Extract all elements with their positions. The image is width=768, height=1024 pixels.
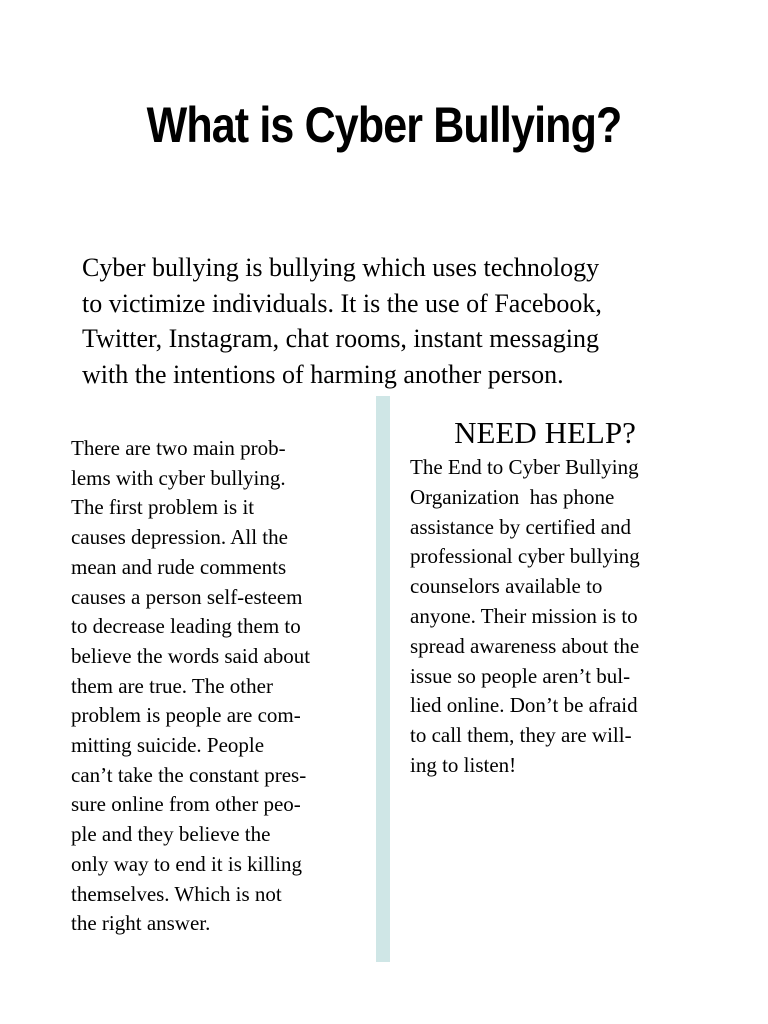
help-line: The End to Cyber Bullying bbox=[410, 455, 639, 479]
help-line: issue so people aren’t bul- bbox=[410, 663, 631, 688]
intro-line: Cyber bullying is bullying which uses technology bbox=[82, 253, 600, 282]
problems-line: There are two main prob- bbox=[71, 436, 286, 460]
help-line: to call them, they are will- bbox=[410, 723, 632, 748]
problems-line: mitting suicide. People bbox=[71, 733, 265, 758]
help-line: spread awareness about the bbox=[410, 633, 640, 658]
intro-line: with the intentions of harming another person. bbox=[82, 359, 564, 389]
problems-line: lems with cyber bullying. bbox=[71, 465, 286, 490]
problems-line: themselves. Which is not bbox=[71, 881, 282, 906]
problems-line: to decrease leading them to bbox=[71, 614, 301, 639]
help-line: assistance by certified and bbox=[410, 514, 631, 539]
problems-line: problem is people are com- bbox=[71, 703, 301, 728]
help-line: Organization has phone bbox=[410, 484, 615, 509]
problems-line: them are true. The other bbox=[71, 673, 273, 698]
column-divider bbox=[376, 396, 390, 962]
problems-line: causes a person self-esteem bbox=[71, 584, 303, 609]
intro-line: Twitter, Instagram, chat rooms, instant messaging bbox=[82, 324, 600, 353]
help-paragraph bbox=[410, 453, 710, 781]
page-title: What is Cyber Bullying? bbox=[146, 97, 622, 153]
problems-line: ple and they believe the bbox=[71, 822, 271, 847]
problems-paragraph bbox=[71, 434, 371, 939]
problems-line: can’t take the constant pres- bbox=[71, 762, 307, 787]
problems-line: only way to end it is killing bbox=[71, 851, 302, 876]
intro-line: to victimize individuals. It is the use of Facebook, bbox=[82, 288, 602, 318]
problems-line: the right answer. bbox=[71, 911, 211, 936]
problems-line: mean and rude comments bbox=[71, 554, 287, 579]
problems-line: believe the words said about bbox=[71, 643, 311, 668]
problems-line: causes depression. All the bbox=[71, 525, 288, 550]
help-line: professional cyber bullying bbox=[410, 544, 640, 569]
intro-paragraph bbox=[82, 250, 694, 392]
help-line: lied online. Don’t be afraid bbox=[410, 693, 638, 718]
problems-line: The first problem is it bbox=[71, 495, 255, 520]
problems-line: sure online from other peo- bbox=[71, 792, 301, 817]
help-line: anyone. Their mission is to bbox=[410, 603, 638, 628]
need-help-heading: NEED HELP? bbox=[454, 415, 636, 450]
help-line: counselors available to bbox=[410, 574, 603, 599]
help-line: ing to listen! bbox=[410, 752, 517, 777]
